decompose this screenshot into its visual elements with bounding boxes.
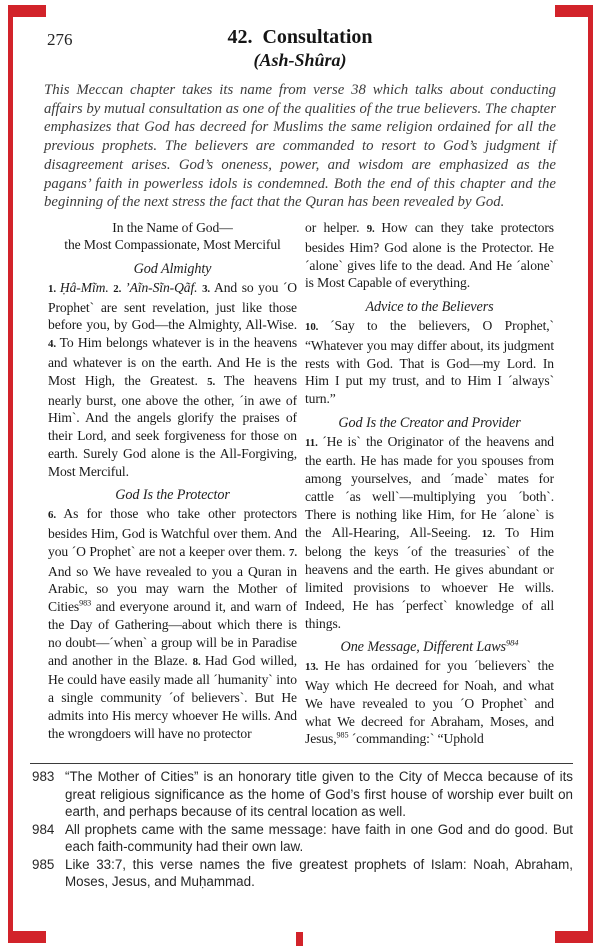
verse-number: 12. bbox=[481, 527, 506, 540]
footnote-item bbox=[32, 856, 573, 891]
verse-number: 7. bbox=[289, 546, 297, 559]
page-border-left bbox=[8, 5, 13, 943]
page-number: 276 bbox=[47, 30, 73, 49]
verse-number: 8. bbox=[192, 655, 205, 668]
footnote-text: All prophets came with the same message: have faith in one God and do good. But each faith-community had their own law. bbox=[65, 821, 573, 855]
verse-number: 9. bbox=[366, 222, 382, 235]
right-column bbox=[305, 219, 554, 759]
verse-paragraph: 1. Ḥâ-Mĩm. 2. ’Aĩn-Sĩn-Qãf. 3. And so you ´O Prophet` are sent revelation, just like those before you, by God—the Almighty, All-Wise. 4. To Him belongs whatever is in the heavens and whatever is on the earth. And He is the Most High, the Greatest. 5. The heavens nearly burst, one above the other, ´in awe of Him`. And the angels glorify the praises of their Lord, and seek forgiveness for those on earth. Surely God alone is the All-Forgiving, Most Merciful. bbox=[48, 279, 297, 479]
transliteration: ’Aĩn-Sĩn-Qãf. bbox=[125, 279, 198, 295]
verse-number: 2. bbox=[113, 282, 126, 295]
bismillah-line-1: In the Name of God— bbox=[112, 219, 233, 235]
footnote-text: “The Mother of Cities” is an honorary title given to the City of Mecca because of its great religious significance as the home of God’s first house of worship ever built on earth, and perhaps because of its central location as well. bbox=[65, 768, 573, 820]
verse-number: 10. bbox=[305, 320, 331, 333]
left-column-blocks bbox=[48, 261, 297, 743]
footnote-separator bbox=[30, 763, 573, 764]
page-border-bottom-center bbox=[296, 932, 303, 946]
page-border-right bbox=[588, 5, 593, 943]
chapter-introduction: This Meccan chapter takes its name from verse 38 which talks about conducting affairs by mutual consultation as one of the qualities of the true believers. The chapter emphasizes that God has decreed for Muslims the same religion ordained for all the previous prophets. The believers are commanded to resort to God’s judgment if disagreement arises. God’s oneness, power, and wisdom are emphasized as the pagans’ faith in powerless idols is condemned. Both the end of this chapter and the beginning of the next stress the fact that the Quran has been revealed by God. bbox=[44, 82, 556, 211]
left-column bbox=[48, 219, 297, 759]
verse-number: 5. bbox=[207, 375, 224, 388]
chapter-subtitle: (Ash-Shûra) bbox=[253, 50, 347, 70]
chapter-title: 42. Consultation bbox=[227, 26, 373, 48]
verse-paragraph: 13. He has ordained for you ´believers` the Way which He decreed for Noah, and what We have revealed to you ´O Prophet` and what We decreed for Abraham, Moses, and Jesus,$^{985}$ ´commanding:` “Uphold bbox=[305, 658, 554, 747]
footnote-reference: 983 bbox=[79, 598, 92, 608]
verse-number: 3. bbox=[202, 282, 214, 295]
page-border-top-left bbox=[8, 5, 46, 17]
footnote-number: 983 bbox=[32, 768, 55, 784]
verse-paragraph: 10. ´Say to the believers, O Prophet,` “Whatever you may differ about, its judgment rests with God. That is God—my Lord. In Him I put my trust, and to Him I ´always` turn.” bbox=[305, 317, 554, 407]
verse-number: 1. bbox=[48, 282, 60, 295]
section-heading: God Is the Protector bbox=[115, 487, 230, 504]
transliteration: Ḥâ-Mĩm. bbox=[59, 279, 109, 295]
footnotes bbox=[32, 768, 573, 891]
footnote-item bbox=[32, 821, 573, 856]
verse-paragraph: or helper. 9. How can they take protectors besides Him? God alone is the Protector. He ´alone` gives life to the dead. And He ´alone` is Most Capable of everything. bbox=[305, 219, 554, 291]
verse-number: 4. bbox=[48, 338, 60, 351]
bismillah-line-2: the Most Compassionate, Most Merciful bbox=[64, 237, 281, 253]
footnote-reference: 985 bbox=[336, 730, 349, 740]
page-border-bottom-right bbox=[555, 931, 593, 943]
text-columns bbox=[48, 219, 554, 759]
footnote-number: 984 bbox=[32, 821, 55, 837]
verse-paragraph: 11. ´He is` the Originator of the heavens and the earth. He has made for you spouses from among yourselves, and ´made` mates for cattle ´as well`—multiplying you ´both`. There is nothing like Him, for He ´alone` is the All-Hearing, All-Seeing. 12. To Him belong the keys ´of the treasuries` of the heavens and the earth. He gives abundant or limited provisions to whoever He wills. Indeed, He has ´perfect` knowledge of all things. bbox=[305, 433, 554, 631]
section-heading: Advice to the Believers bbox=[365, 299, 494, 316]
section-heading: God Is the Creator and Provider bbox=[338, 414, 521, 431]
section-heading: One Message, Different Laws$^{984}$ bbox=[340, 637, 519, 656]
verse-number: 13. bbox=[305, 661, 325, 674]
section-heading: God Almighty bbox=[133, 260, 212, 277]
footnote-number: 985 bbox=[32, 856, 55, 872]
page-border-bottom-left bbox=[8, 931, 46, 943]
right-column-blocks bbox=[305, 219, 554, 748]
footnote-text: Like 33:7, this verse names the five greatest prophets of Islam: Noah, Abraham, Moses, Jesus, and Muḥammad. bbox=[65, 856, 573, 890]
verse-number: 6. bbox=[48, 509, 64, 522]
page-header bbox=[0, 0, 600, 71]
verse-paragraph: 6. As for those who take other protectors besides Him, God is Watchful over them. And you ´O Prophet` are not a keeper over them. 7. And so We have revealed to you a Quran in Arabic, so you may warn the Mother of Cities$^{983}$ and everyone around it, and warn of the Day of Gathering—about which there is no doubt—´when` a group will be in Paradise and another in the Blaze. 8. Had God willed, He could have easily made all ´humanity` into a single community ´of believers`. But He admits into His mercy whoever He wills. And the wrongdoers will have no protector bbox=[48, 506, 297, 741]
verse-number: 11. bbox=[305, 436, 323, 449]
bismillah bbox=[48, 219, 297, 254]
page-border-top-right bbox=[555, 5, 593, 17]
footnote-reference: 984 bbox=[505, 637, 519, 648]
footnote-item bbox=[32, 768, 573, 821]
